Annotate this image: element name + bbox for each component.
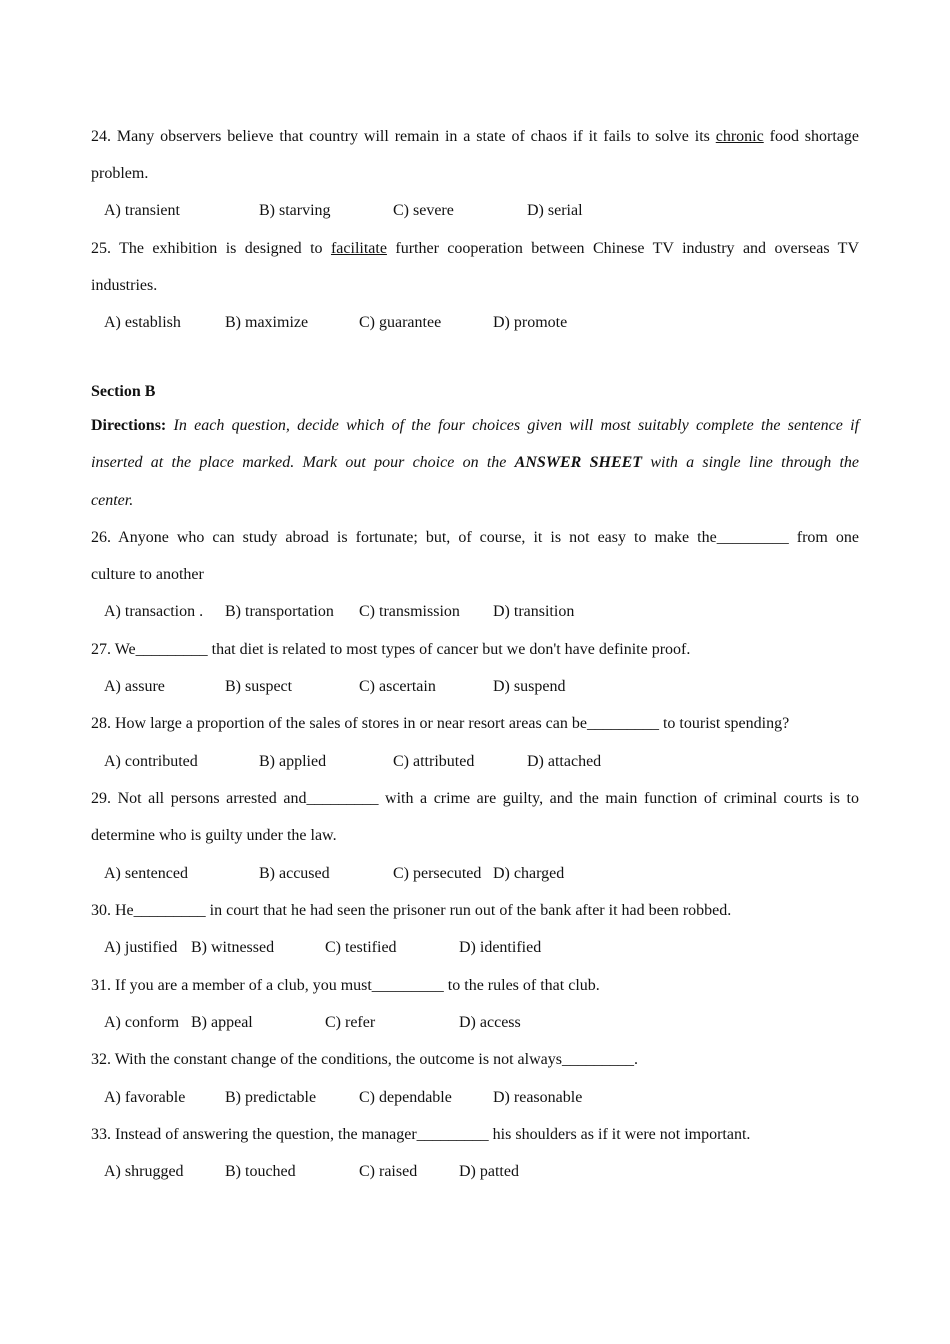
directions-line-1 [91, 414, 859, 438]
question-32-option-c[interactable]: C) dependable [359, 1089, 452, 1106]
question-25-option-d[interactable]: D) promote [493, 314, 568, 331]
question-25-text-a: 25. The exhibition is designed to [91, 240, 323, 257]
question-29-option-d[interactable]: D) charged [493, 865, 565, 882]
directions-label: Directions: [91, 417, 167, 434]
question-24-option-a[interactable]: A) transient [104, 202, 180, 219]
question-25-option-c[interactable]: C) guarantee [359, 314, 442, 331]
question-31-option-b[interactable]: B) appeal [191, 1014, 253, 1031]
question-31-option-a[interactable]: A) conform [104, 1014, 180, 1031]
directions-line-2 [91, 451, 859, 475]
question-28-option-a[interactable]: A) contributed [104, 753, 198, 770]
question-24-option-b[interactable]: B) starving [259, 202, 331, 219]
question-30-option-d[interactable]: D) identified [459, 939, 542, 956]
question-27-option-b[interactable]: B) suspect [225, 678, 293, 695]
directions-text-2c: with a single line through the [650, 454, 860, 471]
question-25-option-b[interactable]: B) maximize [225, 314, 309, 331]
question-24-line-1 [91, 125, 859, 149]
question-26-line-1: 26. Anyone who can study abroad is fortunate; but, of course, it is not easy to make the_________ from one [91, 529, 859, 546]
directions-line-3: center. [91, 492, 134, 509]
question-33-line-1: 33. Instead of answering the question, the manager_________ his shoulders as if it were not important. [91, 1126, 751, 1143]
question-29-option-a[interactable]: A) sentenced [104, 865, 188, 882]
question-31-option-c[interactable]: C) refer [325, 1014, 376, 1031]
question-24-line-2: problem. [91, 165, 149, 182]
question-28-line-1: 28. How large a proportion of the sales of stores in or near resort areas can be_________ to tourist spending? [91, 715, 790, 732]
question-29-line-1: 29. Not all persons arrested and_________ with a crime are guilty, and the main function of criminal courts is to [91, 790, 859, 807]
answer-sheet-emphasis: ANSWER SHEET [514, 454, 643, 471]
question-30-option-b[interactable]: B) witnessed [191, 939, 275, 956]
question-25-line-2: industries. [91, 277, 158, 294]
question-33-option-a[interactable]: A) shrugged [104, 1163, 184, 1180]
question-26-option-d[interactable]: D) transition [493, 603, 575, 620]
question-25-key-word: facilitate [330, 240, 387, 257]
question-30-option-c[interactable]: C) testified [325, 939, 397, 956]
question-24-key-word: chronic [715, 128, 764, 145]
question-25-text-b: further cooperation between Chinese TV industry and overseas TV [395, 240, 860, 257]
question-32-option-d[interactable]: D) reasonable [493, 1089, 583, 1106]
question-28-option-d[interactable]: D) attached [527, 753, 602, 770]
section-title: Section B [91, 383, 156, 400]
question-33-option-d[interactable]: D) patted [459, 1163, 519, 1180]
question-26-option-c[interactable]: C) transmission [359, 603, 460, 620]
question-24-option-c[interactable]: C) severe [393, 202, 454, 219]
question-24-text-b: food shortage [769, 128, 860, 145]
question-33-option-c[interactable]: C) raised [359, 1163, 418, 1180]
question-24-option-d[interactable]: D) serial [527, 202, 583, 219]
question-24-text-a: 24. Many observers believe that country will remain in a state of chaos if it fails to solve its [91, 128, 710, 145]
question-27-option-c[interactable]: C) ascertain [359, 678, 436, 695]
question-29-line-2: determine who is guilty under the law. [91, 827, 337, 844]
question-31-line-1: 31. If you are a member of a club, you must_________ to the rules of that club. [91, 977, 600, 994]
question-25-line-1 [91, 237, 859, 261]
question-33-option-b[interactable]: B) touched [225, 1163, 296, 1180]
question-31-option-d[interactable]: D) access [459, 1014, 521, 1031]
question-30-line-1: 30. He_________ in court that he had seen the prisoner run out of the bank after it had been robbed. [91, 902, 732, 919]
question-27-option-d[interactable]: D) suspend [493, 678, 566, 695]
question-29-option-c[interactable]: C) persecuted [393, 865, 482, 882]
question-26-option-a[interactable]: A) transaction . [104, 603, 204, 620]
question-28-option-b[interactable]: B) applied [259, 753, 327, 770]
question-27-line-1: 27. We_________ that diet is related to most types of cancer but we don't have definite proof. [91, 641, 691, 658]
question-26-line-2: culture to another [91, 566, 204, 583]
question-28-option-c[interactable]: C) attributed [393, 753, 475, 770]
question-29-option-b[interactable]: B) accused [259, 865, 330, 882]
question-32-line-1: 32. With the constant change of the conditions, the outcome is not always_________. [91, 1051, 638, 1068]
question-32-option-a[interactable]: A) favorable [104, 1089, 186, 1106]
question-25-option-a[interactable]: A) establish [104, 314, 181, 331]
directions-text-2a: inserted at the place marked. Mark out pour choice on the [91, 454, 507, 471]
question-26-option-b[interactable]: B) transportation [225, 603, 334, 620]
directions-text-1: In each question, decide which of the four choices given will most suitably complete the sentence if [173, 417, 860, 434]
question-30-option-a[interactable]: A) justified [104, 939, 178, 956]
question-32-option-b[interactable]: B) predictable [225, 1089, 317, 1106]
question-27-option-a[interactable]: A) assure [104, 678, 165, 695]
